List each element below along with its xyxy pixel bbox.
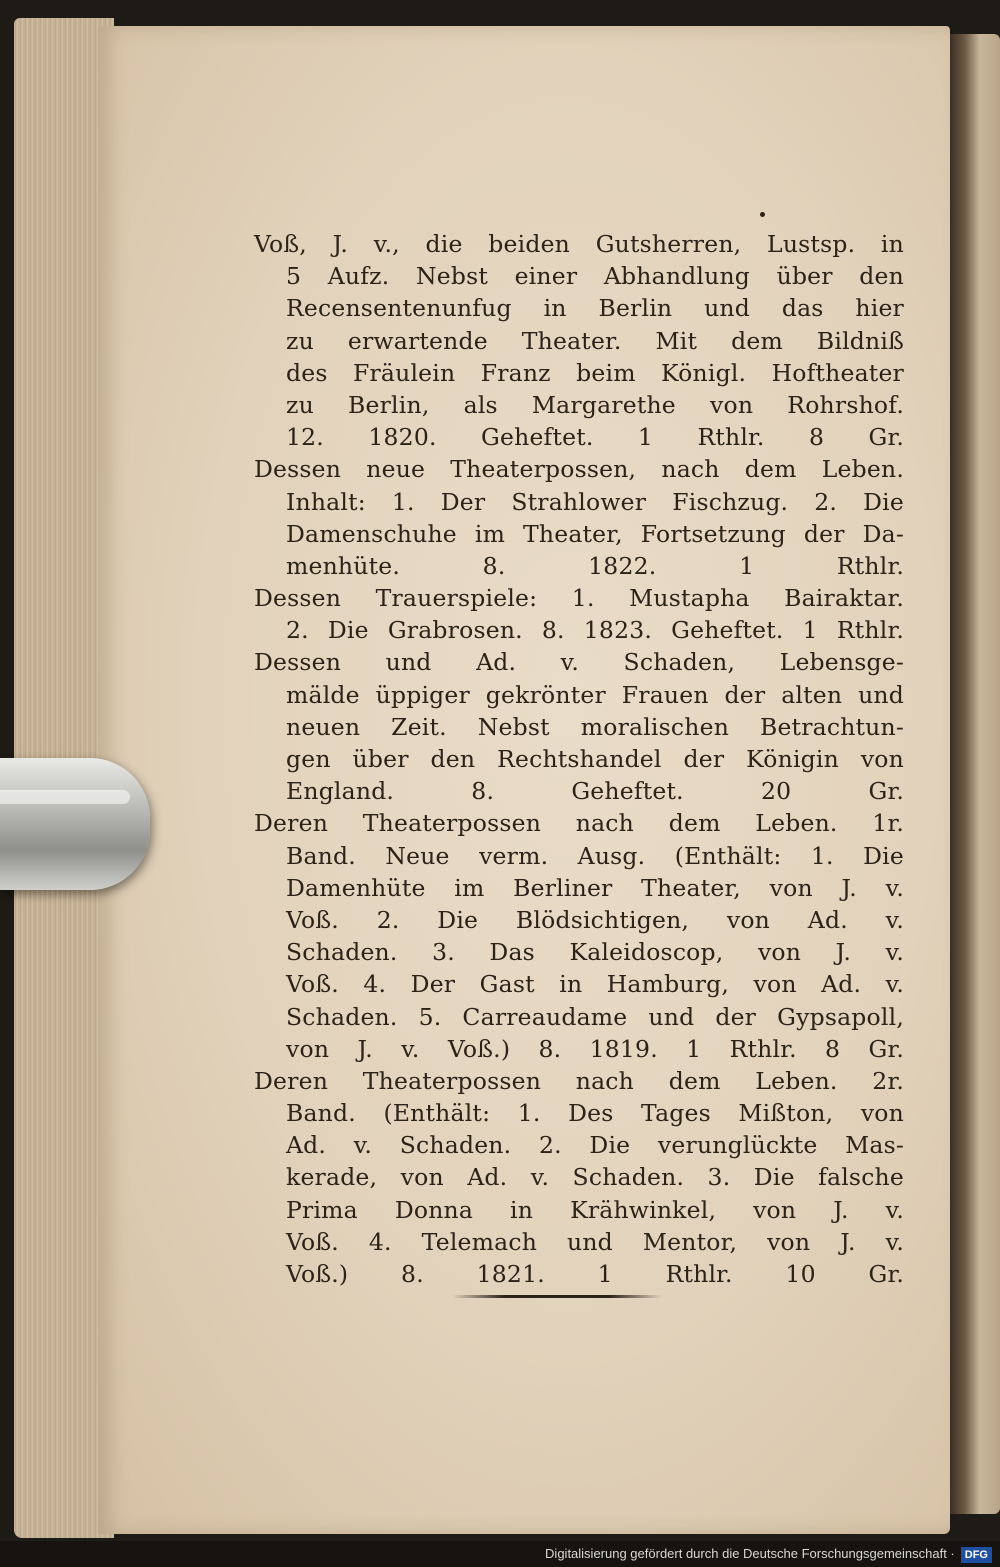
text-line: Voß. 2. Die Blödsichtigen, von Ad. v. bbox=[286, 905, 904, 934]
text-line: des Fräulein Franz beim Königl. Hoftheater bbox=[286, 358, 904, 387]
text-line: Voß, J. v., die beiden Gutsherren, Lustsp. in bbox=[254, 230, 904, 258]
catalog-entry bbox=[254, 1065, 904, 1290]
text-line: zu Berlin, als Margarethe von Rohrshof. bbox=[286, 390, 904, 419]
dfg-logo: DFG bbox=[961, 1547, 992, 1563]
text-line: 12. 1820. Geheftet. 1 Rthlr. 8 Gr. bbox=[286, 423, 904, 452]
catalog-entry bbox=[254, 807, 904, 1065]
catalog-entry bbox=[254, 582, 904, 646]
text-line: Deren Theaterpossen nach dem Leben. 1r. bbox=[254, 809, 904, 838]
text-line: Schaden. 5. Carreaudame und der Gypsapoll, bbox=[286, 1002, 904, 1031]
text-line: Ad. v. Schaden. 2. Die verunglückte Mas- bbox=[286, 1131, 904, 1160]
catalog-entry bbox=[254, 453, 904, 582]
text-line: gen über den Rechtshandel der Königin von bbox=[286, 745, 904, 773]
text-line: Dessen und Ad. v. Schaden, Lebensge- bbox=[254, 648, 904, 677]
text-line: Dessen neue Theaterpossen, nach dem Leben. bbox=[254, 455, 904, 484]
text-line: 5 Aufz. Nebst einer Abhandlung über den bbox=[286, 262, 904, 291]
section-divider-rule bbox=[452, 1295, 662, 1298]
text-line: 2. Die Grabrosen. 8. 1823. Geheftet. 1 Rthlr. bbox=[286, 616, 904, 645]
catalog-entry bbox=[254, 646, 904, 807]
text-line: kerade, von Ad. v. Schaden. 3. Die falsche bbox=[286, 1163, 904, 1192]
text-line: Prima Donna in Krähwinkel, von J. v. bbox=[286, 1195, 904, 1224]
text-line: Voß. 4. Der Gast in Hamburg, von Ad. v. bbox=[286, 970, 904, 999]
text-line: Band. Neue verm. Ausg. (Enthält: 1. Die bbox=[286, 841, 904, 870]
text-line: Dessen Trauerspiele: 1. Mustapha Bairaktar. bbox=[254, 584, 904, 613]
text-line: Voß. 4. Telemach und Mentor, von J. v. bbox=[286, 1227, 904, 1256]
text-line: Deren Theaterpossen nach dem Leben. 2r. bbox=[254, 1066, 904, 1095]
catalog-text bbox=[254, 228, 904, 1290]
book-right-edge bbox=[950, 34, 1000, 1514]
text-line: zu erwartende Theater. Mit dem Bildniß bbox=[286, 326, 904, 355]
metal-page-clip bbox=[0, 758, 150, 890]
footer-bar bbox=[0, 1541, 1000, 1567]
text-line: Damenschuhe im Theater, Fortsetzung der Da- bbox=[286, 519, 904, 548]
ink-dot bbox=[760, 212, 765, 217]
text-line: Band. (Enthält: 1. Des Tages Mißton, von bbox=[286, 1099, 904, 1128]
clip-highlight bbox=[0, 790, 130, 804]
text-line: mälde üppiger gekrönter Frauen der alten und bbox=[286, 680, 904, 709]
text-line: England. 8. Geheftet. 20 Gr. bbox=[286, 777, 904, 806]
text-line: Damenhüte im Berliner Theater, von J. v. bbox=[286, 873, 904, 902]
text-line: neuen Zeit. Nebst moralischen Betrachtun- bbox=[286, 712, 904, 741]
text-line: Inhalt: 1. Der Strahlower Fischzug. 2. Die bbox=[286, 487, 904, 516]
text-line: von J. v. Voß.) 8. 1819. 1 Rthlr. 8 Gr. bbox=[286, 1034, 904, 1063]
text-line: Voß.) 8. 1821. 1 Rthlr. 10 Gr. bbox=[286, 1260, 904, 1288]
text-line: Recensentenunfug in Berlin und das hier bbox=[286, 294, 904, 323]
footer-credit: Digitalisierung gefördert durch die Deutsche Forschungsgemeinschaft · bbox=[545, 1546, 955, 1561]
text-line: Schaden. 3. Das Kaleidoscop, von J. v. bbox=[286, 938, 904, 967]
catalog-entry bbox=[254, 228, 904, 453]
text-line: menhüte. 8. 1822. 1 Rthlr. bbox=[286, 551, 904, 580]
